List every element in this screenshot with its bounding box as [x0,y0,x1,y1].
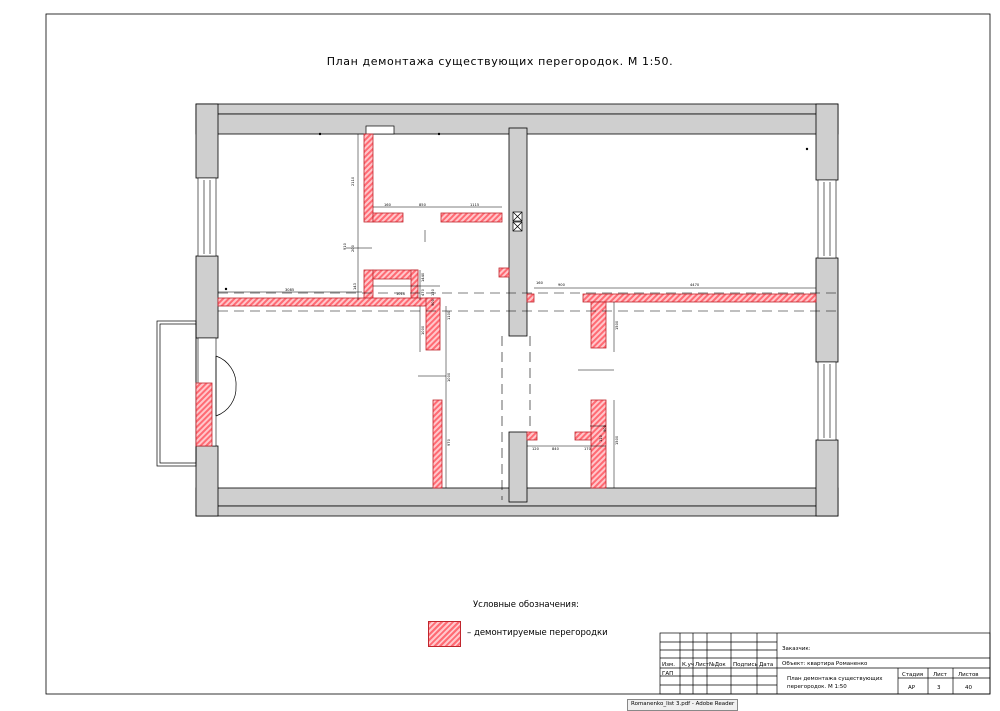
dim-label: 200 [351,245,355,252]
niche [366,126,394,134]
taskbar-button[interactable]: Romanenko_list 3.pdf - Adobe Reader [627,699,738,711]
dim-label: 170 [584,447,591,451]
tb-header-kuch: К.уч [682,662,695,668]
dim-label: 900 [603,425,607,432]
dim-label: 910 [343,243,347,250]
legend-swatch [428,621,461,647]
dim-label: 4470 [690,283,700,287]
tb-stage: АР [908,685,916,691]
tb-header-list: Лист [695,662,709,668]
dim-label: 120 [431,289,435,296]
dim-label: 1440 [421,272,425,282]
dim-label: 900 [558,283,565,287]
tb-header-sign: Подпись [733,662,758,668]
tb-object: Объект: квартира Романенко [782,661,868,667]
dim-label: 143 [353,283,357,290]
dim-label: 1000 [421,325,425,335]
dim-label: 160 [536,281,543,285]
axis-lines [218,293,838,500]
tb-drawing-name-2: перегородок. М 1:50 [787,684,847,690]
dim-label: 120 [532,447,539,451]
dim-label: 840 [552,447,559,451]
tb-sheet: 3 [937,685,941,691]
dim-label: 1115 [470,203,480,207]
tb-customer: Заказчик: [782,646,811,652]
dim-label: 850 [419,203,426,207]
dim-label: 470 [421,289,425,296]
dim-label: 1500 [615,320,619,330]
dim-label: 1010 [396,292,406,296]
dim-label: 900 [431,299,435,306]
tb-stage-label: Стадия [902,672,924,678]
dim-label: 1000 [447,372,451,382]
dim-label: 970 [447,439,451,446]
tb-sheet-label: Лист [933,672,947,678]
tb-sheets: 40 [965,685,972,691]
dim-label: 110 [599,435,603,442]
dim-label: 1500 [615,435,619,445]
tb-sheets-label: Листов [958,672,979,678]
legend-title: Условные обозначения: [473,600,579,610]
outer-walls [196,104,838,516]
tb-header-izm: Изм. [662,662,675,668]
tb-drawing-name-1: План демонтажа существующих [787,676,883,682]
dim-label: 2110 [351,176,355,186]
dim-label: 3085 [285,288,295,292]
drawing-title: План демонтажа существующих перегородок. М 1:50. [326,55,674,68]
dim-label: 1100 [447,310,451,320]
tb-header-ndok: №Док [709,662,726,668]
dim-label: 160 [384,203,391,207]
tb-header-date: Дата [759,662,774,668]
tb-gap: ГАП [662,671,674,677]
legend-item-label: – демонтируемые перегородки [467,628,608,638]
